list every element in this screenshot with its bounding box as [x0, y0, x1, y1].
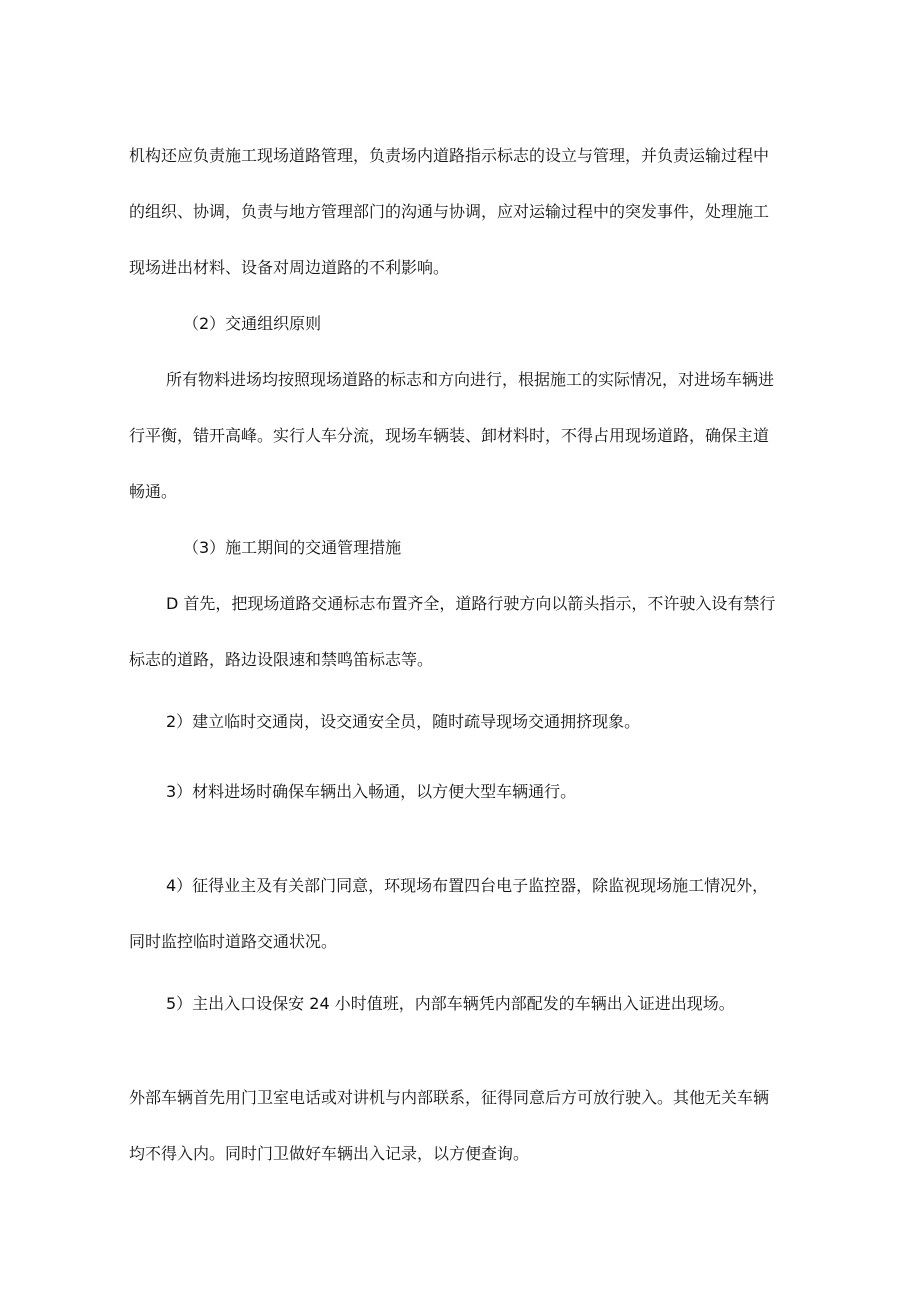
paragraph-2-line-3: 畅通。: [129, 482, 178, 501]
section-heading-3: （3）施工期间的交通管理措施: [183, 538, 402, 557]
paragraph-1-line-3: 现场进出材料、设备对周边道路的不利影响。: [129, 258, 450, 277]
section-heading-2: （2）交通组织原则: [183, 314, 322, 333]
paragraph-3-line-1: 外部车辆首先用门卫室电话或对讲机与内部联系，征得同意后方可放行驶入。其他无关车辆: [129, 1088, 770, 1107]
paragraph-2-line-1: 所有物料进场均按照现场道路的标志和方向进行，根据施工的实际情况，对进场车辆进: [166, 370, 775, 389]
paragraph-3-line-2: 均不得入内。同时门卫做好车辆出入记录，以方便查询。: [129, 1144, 530, 1163]
paragraph-1-line-1: 机构还应负责施工现场道路管理，负责场内道路指示标志的设立与管理，并负责运输过程中: [129, 146, 770, 165]
measure-item-4-line-1: 4）征得业主及有关部门同意，环现场布置四台电子监控器，除监视现场施工情况外，: [166, 876, 769, 895]
measure-item-4-line-2: 同时监控临时道路交通状况。: [129, 932, 338, 951]
measure-item-5: 5）主出入口设保安 24 小时值班，内部车辆凭内部配发的车辆出入证进出现场。: [166, 994, 735, 1013]
measure-item-3: 3）材料进场时确保车辆出入畅通，以方便大型车辆通行。: [166, 782, 577, 801]
paragraph-2-line-2: 行平衡，错开高峰。实行人车分流，现场车辆装、卸材料时，不得占用现场道路，确保主道: [129, 426, 770, 445]
measure-item-1-line-1: D 首先，把现场道路交通标志布置齐全，道路行驶方向以箭头指示，不许驶入设有禁行: [166, 594, 776, 613]
measure-item-2: 2）建立临时交通岗，设交通安全员，随时疏导现场交通拥挤现象。: [166, 712, 641, 731]
measure-item-1-line-2: 标志的道路，路边设限速和禁鸣笛标志等。: [129, 650, 434, 669]
paragraph-1-line-2: 的组织、协调，负责与地方管理部门的沟通与协调，应对运输过程中的突发事件，处理施工: [129, 202, 770, 221]
